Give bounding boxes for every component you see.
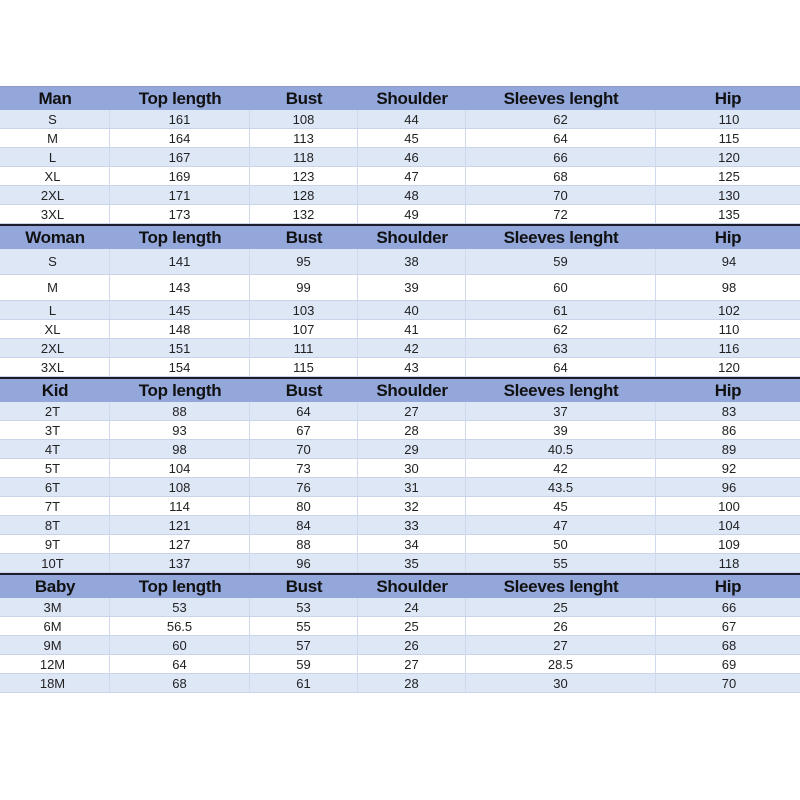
size-label-cell: 3M <box>0 598 110 616</box>
measurement-cell-bust: 76 <box>250 478 358 496</box>
measurement-cell-bust: 96 <box>250 554 358 572</box>
size-label-cell: 6T <box>0 478 110 496</box>
size-label-cell: M <box>0 275 110 300</box>
table-row <box>0 598 800 617</box>
measurement-cell-top-length: 161 <box>110 110 250 128</box>
measurement-cell-sleeves-length: 40.5 <box>466 440 656 458</box>
table-row <box>0 402 800 421</box>
measurement-cell-bust: 53 <box>250 598 358 616</box>
measurement-cell-hip: 110 <box>718 321 740 337</box>
measurement-cell-top-length: 88 <box>110 402 250 420</box>
measurement-cell-top-length: 148 <box>110 320 250 338</box>
measurement-cell-hip: 109 <box>718 536 740 552</box>
section-baby <box>0 573 800 693</box>
table-row <box>0 674 800 693</box>
measurement-cell-sleeves-length: 66 <box>466 148 656 166</box>
measurement-cell-bust: 67 <box>250 421 358 439</box>
measurement-cell-top-length: 164 <box>110 129 250 147</box>
measurement-cell-top-length: 114 <box>110 497 250 515</box>
size-label-cell: 3XL <box>0 205 110 223</box>
column-header-sleeves-length: Sleeves lenght <box>503 227 619 247</box>
measurement-cell-top-length: 154 <box>110 358 250 376</box>
measurement-cell-shoulder: 44 <box>358 110 466 128</box>
measurement-cell-top-length: 64 <box>110 655 250 673</box>
section-man <box>0 86 800 224</box>
measurement-cell-sleeves-length: 61 <box>466 301 656 319</box>
measurement-cell-shoulder: 45 <box>358 129 466 147</box>
column-header-hip: Hip <box>714 576 742 596</box>
table-row <box>0 459 800 478</box>
measurement-cell-top-length: 137 <box>110 554 250 572</box>
section-title: Woman <box>25 227 85 247</box>
measurement-cell-hip: 118 <box>718 555 740 571</box>
table-row <box>0 421 800 440</box>
measurement-cell-shoulder: 28 <box>358 421 466 439</box>
column-header-hip: Hip <box>714 380 742 400</box>
size-label-cell: 5T <box>0 459 110 477</box>
measurement-cell-hip: 120 <box>718 149 740 165</box>
measurement-cell-shoulder: 32 <box>358 497 466 515</box>
section-header-row <box>0 226 800 249</box>
measurement-cell-sleeves-length: 26 <box>466 617 656 635</box>
section-kid <box>0 377 800 573</box>
measurement-cell-top-length: 93 <box>110 421 250 439</box>
measurement-cell-bust: 57 <box>250 636 358 654</box>
measurement-cell-top-length: 169 <box>110 167 250 185</box>
column-header-bust: Bust <box>285 380 323 400</box>
measurement-cell-top-length: 151 <box>110 339 250 357</box>
column-header-bust: Bust <box>285 227 323 247</box>
measurement-cell-hip: 115 <box>718 130 740 146</box>
measurement-cell-sleeves-length: 50 <box>466 535 656 553</box>
measurement-cell-top-length: 53 <box>110 598 250 616</box>
column-header-top-length: Top length <box>138 227 222 247</box>
measurement-cell-bust: 115 <box>250 358 358 376</box>
measurement-cell-sleeves-length: 59 <box>466 249 656 274</box>
measurement-cell-bust: 80 <box>250 497 358 515</box>
measurement-cell-hip: 83 <box>721 403 737 419</box>
measurement-cell-sleeves-length: 68 <box>466 167 656 185</box>
measurement-cell-shoulder: 34 <box>358 535 466 553</box>
measurement-cell-bust: 128 <box>250 186 358 204</box>
table-row <box>0 301 800 320</box>
measurement-cell-sleeves-length: 28.5 <box>466 655 656 673</box>
measurement-cell-shoulder: 39 <box>358 275 466 300</box>
measurement-cell-sleeves-length: 55 <box>466 554 656 572</box>
measurement-cell-shoulder: 40 <box>358 301 466 319</box>
size-label-cell: 9T <box>0 535 110 553</box>
table-row <box>0 516 800 535</box>
measurement-cell-sleeves-length: 62 <box>466 320 656 338</box>
measurement-cell-bust: 84 <box>250 516 358 534</box>
table-row <box>0 110 800 129</box>
column-header-bust: Bust <box>285 576 323 596</box>
measurement-cell-sleeves-length: 42 <box>466 459 656 477</box>
measurement-cell-hip: 67 <box>721 618 737 634</box>
size-label-cell: L <box>0 301 110 319</box>
measurement-cell-sleeves-length: 60 <box>466 275 656 300</box>
measurement-cell-shoulder: 31 <box>358 478 466 496</box>
measurement-cell-sleeves-length: 25 <box>466 598 656 616</box>
measurement-cell-hip: 135 <box>718 206 740 222</box>
measurement-cell-bust: 108 <box>250 110 358 128</box>
measurement-cell-sleeves-length: 63 <box>466 339 656 357</box>
measurement-cell-shoulder: 27 <box>358 655 466 673</box>
column-header-shoulder: Shoulder <box>376 88 448 108</box>
measurement-cell-shoulder: 43 <box>358 358 466 376</box>
measurement-cell-shoulder: 38 <box>358 249 466 274</box>
column-header-top-length: Top length <box>138 576 222 596</box>
table-row <box>0 358 800 377</box>
size-label-cell: 6M <box>0 617 110 635</box>
section-title: Man <box>38 88 72 108</box>
measurement-cell-hip: 102 <box>718 302 740 318</box>
column-header-hip: Hip <box>714 227 742 247</box>
measurement-cell-shoulder: 35 <box>358 554 466 572</box>
column-header-sleeves-length: Sleeves lenght <box>503 380 619 400</box>
measurement-cell-top-length: 108 <box>110 478 250 496</box>
measurement-cell-hip: 100 <box>718 498 740 514</box>
measurement-cell-top-length: 145 <box>110 301 250 319</box>
measurement-cell-top-length: 141 <box>110 249 250 274</box>
measurement-cell-hip: 94 <box>721 254 737 269</box>
measurement-cell-top-length: 121 <box>110 516 250 534</box>
column-header-sleeves-length: Sleeves lenght <box>503 88 619 108</box>
measurement-cell-hip: 86 <box>721 422 737 438</box>
measurement-cell-sleeves-length: 64 <box>466 358 656 376</box>
size-chart <box>0 86 800 693</box>
measurement-cell-sleeves-length: 64 <box>466 129 656 147</box>
measurement-cell-hip: 125 <box>718 168 740 184</box>
measurement-cell-sleeves-length: 72 <box>466 205 656 223</box>
size-label-cell: S <box>0 249 110 274</box>
table-row <box>0 205 800 224</box>
measurement-cell-bust: 118 <box>250 148 358 166</box>
section-title: Baby <box>34 576 76 596</box>
measurement-cell-shoulder: 30 <box>358 459 466 477</box>
measurement-cell-bust: 59 <box>250 655 358 673</box>
measurement-cell-top-length: 171 <box>110 186 250 204</box>
measurement-cell-sleeves-length: 62 <box>466 110 656 128</box>
table-row <box>0 440 800 459</box>
section-header-row <box>0 575 800 598</box>
measurement-cell-top-length: 127 <box>110 535 250 553</box>
measurement-cell-hip: 70 <box>721 675 737 691</box>
measurement-cell-shoulder: 25 <box>358 617 466 635</box>
measurement-cell-top-length: 167 <box>110 148 250 166</box>
table-row <box>0 167 800 186</box>
measurement-cell-bust: 95 <box>250 249 358 274</box>
measurement-cell-sleeves-length: 47 <box>466 516 656 534</box>
measurement-cell-sleeves-length: 39 <box>466 421 656 439</box>
table-row <box>0 148 800 167</box>
measurement-cell-top-length: 98 <box>110 440 250 458</box>
measurement-cell-shoulder: 29 <box>358 440 466 458</box>
size-label-cell: 8T <box>0 516 110 534</box>
column-header-top-length: Top length <box>138 88 222 108</box>
measurement-cell-hip: 96 <box>721 479 737 495</box>
measurement-cell-hip: 104 <box>718 517 740 533</box>
measurement-cell-hip: 89 <box>721 441 737 457</box>
measurement-cell-bust: 99 <box>250 275 358 300</box>
measurement-cell-shoulder: 46 <box>358 148 466 166</box>
measurement-cell-bust: 132 <box>250 205 358 223</box>
column-header-shoulder: Shoulder <box>376 227 448 247</box>
size-label-cell: 2XL <box>0 186 110 204</box>
table-row <box>0 275 800 301</box>
measurement-cell-shoulder: 47 <box>358 167 466 185</box>
measurement-cell-top-length: 143 <box>110 275 250 300</box>
measurement-cell-hip: 69 <box>721 656 737 672</box>
column-header-top-length: Top length <box>138 380 222 400</box>
table-row <box>0 129 800 148</box>
measurement-cell-hip: 98 <box>721 280 737 295</box>
measurement-cell-bust: 107 <box>250 320 358 338</box>
measurement-cell-sleeves-length: 43.5 <box>466 478 656 496</box>
measurement-cell-top-length: 68 <box>110 674 250 692</box>
column-header-bust: Bust <box>285 88 323 108</box>
size-label-cell: XL <box>0 167 110 185</box>
section-header-row <box>0 379 800 402</box>
measurement-cell-sleeves-length: 45 <box>466 497 656 515</box>
measurement-cell-shoulder: 26 <box>358 636 466 654</box>
measurement-cell-bust: 113 <box>250 129 358 147</box>
measurement-cell-shoulder: 24 <box>358 598 466 616</box>
table-row <box>0 554 800 573</box>
table-row <box>0 249 800 275</box>
measurement-cell-bust: 111 <box>250 339 358 357</box>
measurement-cell-top-length: 173 <box>110 205 250 223</box>
measurement-cell-hip: 92 <box>721 460 737 476</box>
measurement-cell-bust: 73 <box>250 459 358 477</box>
size-label-cell: L <box>0 148 110 166</box>
size-label-cell: 2XL <box>0 339 110 357</box>
section-woman <box>0 224 800 377</box>
measurement-cell-shoulder: 41 <box>358 320 466 338</box>
measurement-cell-bust: 61 <box>250 674 358 692</box>
measurement-cell-bust: 88 <box>250 535 358 553</box>
measurement-cell-bust: 123 <box>250 167 358 185</box>
table-row <box>0 636 800 655</box>
measurement-cell-shoulder: 28 <box>358 674 466 692</box>
measurement-cell-hip: 130 <box>718 187 740 203</box>
column-header-shoulder: Shoulder <box>376 380 448 400</box>
measurement-cell-top-length: 56.5 <box>110 617 250 635</box>
measurement-cell-shoulder: 49 <box>358 205 466 223</box>
table-row <box>0 478 800 497</box>
table-row <box>0 617 800 636</box>
column-header-shoulder: Shoulder <box>376 576 448 596</box>
table-row <box>0 320 800 339</box>
measurement-cell-bust: 103 <box>250 301 358 319</box>
measurement-cell-hip: 110 <box>718 111 740 127</box>
measurement-cell-bust: 55 <box>250 617 358 635</box>
measurement-cell-bust: 64 <box>250 402 358 420</box>
size-label-cell: S <box>0 110 110 128</box>
section-header-row <box>0 87 800 110</box>
size-label-cell: M <box>0 129 110 147</box>
size-label-cell: 18M <box>0 674 110 692</box>
measurement-cell-shoulder: 48 <box>358 186 466 204</box>
measurement-cell-hip: 120 <box>718 359 740 375</box>
size-label-cell: 2T <box>0 402 110 420</box>
measurement-cell-hip: 66 <box>721 599 737 615</box>
measurement-cell-hip: 68 <box>721 637 737 653</box>
measurement-cell-shoulder: 42 <box>358 339 466 357</box>
table-row <box>0 339 800 358</box>
column-header-sleeves-length: Sleeves lenght <box>503 576 619 596</box>
size-label-cell: 3T <box>0 421 110 439</box>
size-label-cell: 7T <box>0 497 110 515</box>
table-row <box>0 186 800 205</box>
measurement-cell-top-length: 104 <box>110 459 250 477</box>
measurement-cell-bust: 70 <box>250 440 358 458</box>
size-label-cell: 4T <box>0 440 110 458</box>
measurement-cell-top-length: 60 <box>110 636 250 654</box>
section-title: Kid <box>41 380 69 400</box>
size-label-cell: 10T <box>0 554 110 572</box>
table-row <box>0 497 800 516</box>
measurement-cell-sleeves-length: 37 <box>466 402 656 420</box>
measurement-cell-shoulder: 33 <box>358 516 466 534</box>
size-label-cell: XL <box>0 320 110 338</box>
measurement-cell-hip: 116 <box>718 340 740 356</box>
measurement-cell-shoulder: 27 <box>358 402 466 420</box>
size-label-cell: 12M <box>0 655 110 673</box>
size-label-cell: 9M <box>0 636 110 654</box>
table-row <box>0 655 800 674</box>
size-label-cell: 3XL <box>0 358 110 376</box>
measurement-cell-sleeves-length: 30 <box>466 674 656 692</box>
measurement-cell-sleeves-length: 27 <box>466 636 656 654</box>
column-header-hip: Hip <box>714 88 742 108</box>
table-row <box>0 535 800 554</box>
measurement-cell-sleeves-length: 70 <box>466 186 656 204</box>
